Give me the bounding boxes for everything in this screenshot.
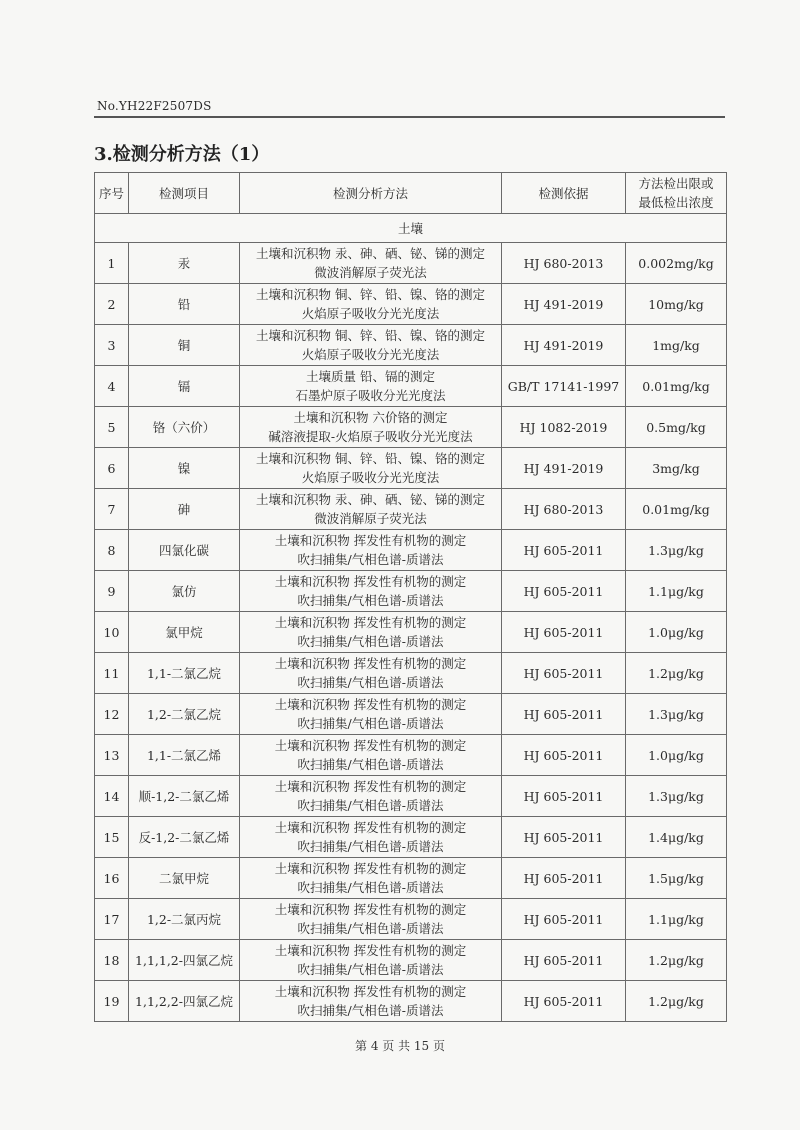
- cell-method: [240, 448, 502, 489]
- document-number: No.YH22F2507DS: [97, 99, 212, 113]
- table-row: [95, 407, 727, 448]
- cell-method: [240, 940, 502, 981]
- cell-seq: 16: [95, 858, 129, 899]
- cell-method: [240, 653, 502, 694]
- method-line1: 土壤和沉积物 挥发性有机物的测定: [274, 779, 467, 794]
- method-line1: 土壤和沉积物 铜、锌、铅、镍、铬的测定: [256, 451, 485, 466]
- method-line2: 吹扫捕集/气相色谱-质谱法: [297, 839, 444, 854]
- method-line1: 土壤和沉积物 铜、锌、铅、镍、铬的测定: [256, 328, 485, 343]
- cell-basis: HJ 605-2011: [502, 694, 626, 735]
- cell-item: 1,2-二氯乙烷: [129, 694, 240, 735]
- methods-table: [94, 172, 727, 1022]
- method-line1: 土壤和沉积物 汞、砷、硒、铋、锑的测定: [256, 246, 485, 261]
- cell-seq: 12: [95, 694, 129, 735]
- method-line2: 吹扫捕集/气相色谱-质谱法: [297, 593, 444, 608]
- cell-basis: HJ 605-2011: [502, 940, 626, 981]
- cell-method: [240, 284, 502, 325]
- method-line1: 土壤和沉积物 挥发性有机物的测定: [274, 943, 467, 958]
- cell-basis: HJ 605-2011: [502, 571, 626, 612]
- cell-limit: 1.2μg/kg: [626, 940, 727, 981]
- cell-seq: 5: [95, 407, 129, 448]
- cell-method: [240, 735, 502, 776]
- cell-limit: 1mg/kg: [626, 325, 727, 366]
- cell-limit: 1.1μg/kg: [626, 899, 727, 940]
- cell-seq: 7: [95, 489, 129, 530]
- cell-basis: HJ 605-2011: [502, 858, 626, 899]
- cell-basis: HJ 491-2019: [502, 448, 626, 489]
- cell-limit: 1.2μg/kg: [626, 653, 727, 694]
- cell-method: [240, 817, 502, 858]
- cell-seq: 11: [95, 653, 129, 694]
- cell-item: 铜: [129, 325, 240, 366]
- cell-basis: HJ 605-2011: [502, 899, 626, 940]
- method-line1: 土壤和沉积物 挥发性有机物的测定: [274, 861, 467, 876]
- cell-limit: 1.4μg/kg: [626, 817, 727, 858]
- header-seq: 序号: [95, 173, 129, 214]
- method-line2: 吹扫捕集/气相色谱-质谱法: [297, 552, 444, 567]
- cell-seq: 10: [95, 612, 129, 653]
- method-line1: 土壤和沉积物 挥发性有机物的测定: [274, 902, 467, 917]
- cell-item: 铅: [129, 284, 240, 325]
- section-row: [95, 214, 727, 243]
- table-row: [95, 981, 727, 1022]
- cell-method: [240, 325, 502, 366]
- cell-seq: 6: [95, 448, 129, 489]
- cell-method: [240, 694, 502, 735]
- cell-basis: HJ 605-2011: [502, 981, 626, 1022]
- cell-item: 1,1-二氯乙烷: [129, 653, 240, 694]
- cell-method: [240, 571, 502, 612]
- cell-method: [240, 776, 502, 817]
- cell-limit: 0.002mg/kg: [626, 243, 727, 284]
- cell-limit: 0.01mg/kg: [626, 366, 727, 407]
- table-row: [95, 284, 727, 325]
- cell-limit: 1.2μg/kg: [626, 981, 727, 1022]
- cell-method: [240, 981, 502, 1022]
- method-line2: 吹扫捕集/气相色谱-质谱法: [297, 880, 444, 895]
- table-row: [95, 776, 727, 817]
- cell-seq: 4: [95, 366, 129, 407]
- cell-method: [240, 407, 502, 448]
- method-line1: 土壤质量 铅、镉的测定: [306, 369, 435, 384]
- cell-seq: 9: [95, 571, 129, 612]
- cell-item: 反-1,2-二氯乙烯: [129, 817, 240, 858]
- cell-limit: 1.3μg/kg: [626, 530, 727, 571]
- cell-basis: HJ 605-2011: [502, 612, 626, 653]
- method-line1: 土壤和沉积物 挥发性有机物的测定: [274, 656, 467, 671]
- cell-item: 四氯化碳: [129, 530, 240, 571]
- cell-limit: 1.3μg/kg: [626, 694, 727, 735]
- header-rule: [94, 116, 725, 118]
- cell-seq: 13: [95, 735, 129, 776]
- table-row: [95, 325, 727, 366]
- cell-method: [240, 530, 502, 571]
- table-row: [95, 735, 727, 776]
- section-label: 土壤: [95, 214, 727, 243]
- cell-basis: HJ 605-2011: [502, 735, 626, 776]
- cell-seq: 8: [95, 530, 129, 571]
- method-line1: 土壤和沉积物 挥发性有机物的测定: [274, 984, 467, 999]
- table-row: [95, 243, 727, 284]
- cell-seq: 18: [95, 940, 129, 981]
- cell-item: 1,1,1,2-四氯乙烷: [129, 940, 240, 981]
- method-line2: 吹扫捕集/气相色谱-质谱法: [297, 675, 444, 690]
- table-row: [95, 448, 727, 489]
- method-line2: 吹扫捕集/气相色谱-质谱法: [297, 962, 444, 977]
- cell-basis: HJ 605-2011: [502, 817, 626, 858]
- method-line2: 吹扫捕集/气相色谱-质谱法: [297, 634, 444, 649]
- cell-item: 铬（六价）: [129, 407, 240, 448]
- method-line2: 吹扫捕集/气相色谱-质谱法: [297, 757, 444, 772]
- method-line2: 吹扫捕集/气相色谱-质谱法: [297, 798, 444, 813]
- cell-basis: HJ 680-2013: [502, 243, 626, 284]
- header-basis: 检测依据: [502, 173, 626, 214]
- cell-item: 二氯甲烷: [129, 858, 240, 899]
- method-line1: 土壤和沉积物 挥发性有机物的测定: [274, 533, 467, 548]
- table-row: [95, 530, 727, 571]
- header-limit: [626, 173, 727, 214]
- method-line2: 火焰原子吸收分光光度法: [301, 306, 440, 321]
- method-line1: 土壤和沉积物 铜、锌、铅、镍、铬的测定: [256, 287, 485, 302]
- table-row: [95, 653, 727, 694]
- method-line2: 吹扫捕集/气相色谱-质谱法: [297, 716, 444, 731]
- table-row: [95, 571, 727, 612]
- cell-item: 1,1,2,2-四氯乙烷: [129, 981, 240, 1022]
- method-line2: 火焰原子吸收分光光度法: [301, 347, 440, 362]
- cell-method: [240, 899, 502, 940]
- method-line1: 土壤和沉积物 挥发性有机物的测定: [274, 697, 467, 712]
- cell-seq: 17: [95, 899, 129, 940]
- cell-basis: HJ 605-2011: [502, 653, 626, 694]
- cell-item: 砷: [129, 489, 240, 530]
- method-line2: 吹扫捕集/气相色谱-质谱法: [297, 1003, 444, 1018]
- method-line1: 土壤和沉积物 挥发性有机物的测定: [274, 738, 467, 753]
- cell-seq: 1: [95, 243, 129, 284]
- cell-item: 镉: [129, 366, 240, 407]
- method-line2: 吹扫捕集/气相色谱-质谱法: [297, 921, 444, 936]
- table-row: [95, 817, 727, 858]
- method-line1: 土壤和沉积物 挥发性有机物的测定: [274, 820, 467, 835]
- cell-limit: 10mg/kg: [626, 284, 727, 325]
- cell-seq: 19: [95, 981, 129, 1022]
- table-row: [95, 612, 727, 653]
- method-line2: 碱溶液提取-火焰原子吸收分光光度法: [268, 429, 473, 444]
- method-line1: 土壤和沉积物 汞、砷、硒、铋、锑的测定: [256, 492, 485, 507]
- cell-basis: HJ 680-2013: [502, 489, 626, 530]
- cell-basis: HJ 491-2019: [502, 325, 626, 366]
- method-line1: 土壤和沉积物 挥发性有机物的测定: [274, 615, 467, 630]
- cell-limit: 1.5μg/kg: [626, 858, 727, 899]
- cell-basis: HJ 605-2011: [502, 530, 626, 571]
- cell-basis: HJ 491-2019: [502, 284, 626, 325]
- cell-seq: 14: [95, 776, 129, 817]
- cell-seq: 2: [95, 284, 129, 325]
- cell-item: 1,2-二氯丙烷: [129, 899, 240, 940]
- table-row: [95, 489, 727, 530]
- method-line1: 土壤和沉积物 六价铬的测定: [293, 410, 448, 425]
- table-row: [95, 858, 727, 899]
- cell-method: [240, 858, 502, 899]
- cell-method: [240, 243, 502, 284]
- method-line1: 土壤和沉积物 挥发性有机物的测定: [274, 574, 467, 589]
- cell-basis: HJ 1082-2019: [502, 407, 626, 448]
- cell-item: 汞: [129, 243, 240, 284]
- cell-limit: 0.01mg/kg: [626, 489, 727, 530]
- cell-limit: 3mg/kg: [626, 448, 727, 489]
- header-limit-line2: 最低检出浓度: [638, 195, 714, 210]
- cell-method: [240, 612, 502, 653]
- cell-seq: 3: [95, 325, 129, 366]
- table-row: [95, 694, 727, 735]
- method-line2: 微波消解原子荧光法: [314, 511, 427, 526]
- cell-item: 1,1-二氯乙烯: [129, 735, 240, 776]
- header-item: 检测项目: [129, 173, 240, 214]
- header-method: 检测分析方法: [240, 173, 502, 214]
- cell-limit: 1.0μg/kg: [626, 612, 727, 653]
- method-line2: 火焰原子吸收分光光度法: [301, 470, 440, 485]
- cell-basis: HJ 605-2011: [502, 776, 626, 817]
- method-line2: 微波消解原子荧光法: [314, 265, 427, 280]
- table-row: [95, 899, 727, 940]
- method-line2: 石墨炉原子吸收分光光度法: [295, 388, 446, 403]
- cell-seq: 15: [95, 817, 129, 858]
- header-limit-line1: 方法检出限或: [638, 176, 714, 191]
- cell-method: [240, 489, 502, 530]
- cell-item: 氯甲烷: [129, 612, 240, 653]
- section-title: 3.检测分析方法（1）: [94, 144, 270, 165]
- cell-item: 顺-1,2-二氯乙烯: [129, 776, 240, 817]
- page-footer: 第 4 页 共 15 页: [355, 1039, 445, 1053]
- cell-basis: GB/T 17141-1997: [502, 366, 626, 407]
- cell-limit: 0.5mg/kg: [626, 407, 727, 448]
- table-header-row: [95, 173, 727, 214]
- cell-limit: 1.1μg/kg: [626, 571, 727, 612]
- cell-item: 镍: [129, 448, 240, 489]
- table-row: [95, 366, 727, 407]
- cell-method: [240, 366, 502, 407]
- cell-item: 氯仿: [129, 571, 240, 612]
- table-row: [95, 940, 727, 981]
- cell-limit: 1.3μg/kg: [626, 776, 727, 817]
- cell-limit: 1.0μg/kg: [626, 735, 727, 776]
